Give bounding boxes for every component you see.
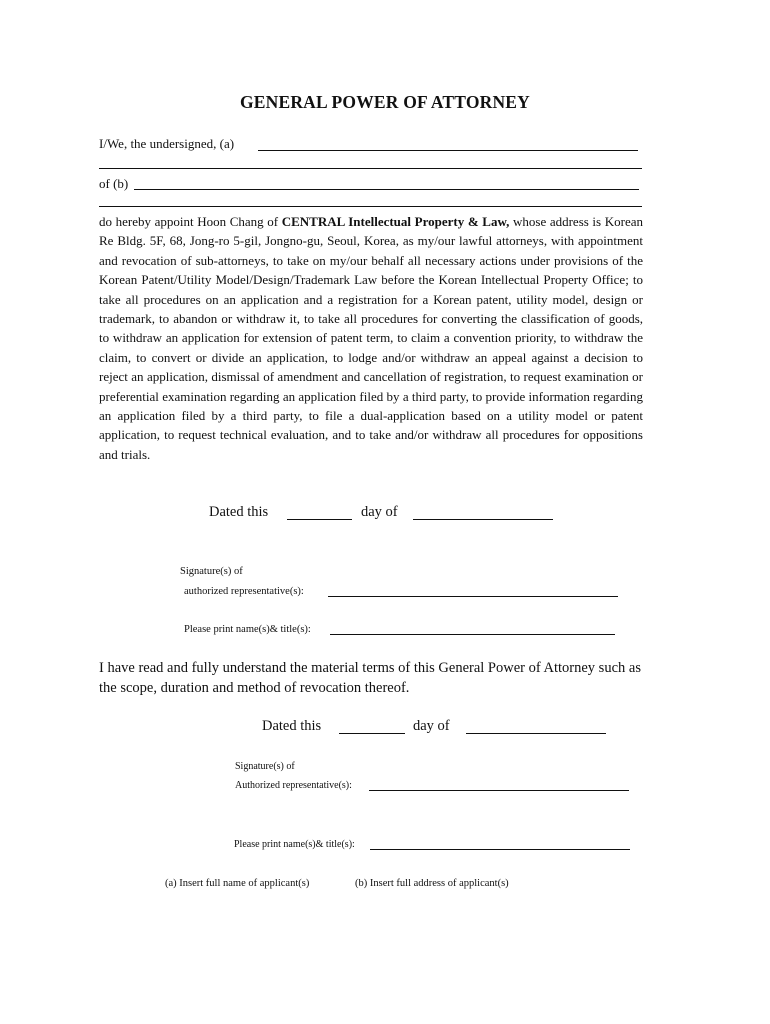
address-field-continued[interactable] <box>99 206 642 207</box>
dated-this-label: Dated this <box>209 504 269 520</box>
signature-label-2: Signature(s) of <box>235 761 295 772</box>
of-label: of (b) <box>99 176 129 191</box>
address-field[interactable] <box>134 189 639 190</box>
signature-field-2[interactable] <box>369 790 629 791</box>
appointment-paragraph <box>99 212 643 464</box>
acknowledgement-text: I have read and fully understand the material terms of this General Power of Attorney such as the scope, duration and method of revocation thereof. <box>99 660 641 696</box>
firm-name: CENTRAL Intellectual Property & Law, <box>281 214 510 229</box>
signature-label: Signature(s) of <box>180 566 243 577</box>
print-name-title-field-2[interactable] <box>370 849 630 850</box>
appointment-body: whose address is Korean Re Bldg. 5F, 68, Jong-ro 5-gil, Jongno-gu, Seoul, Korea, as my/our lawful attorneys, with appointment and revocation of sub-attorneys, to take on my/our behalf all necessary actions under provisions of the Korean Patent/Utility Model/Design/Trademark Law before the Korean Intellectual Property Office; to take all procedures on an application and a registration for a Korean patent, utility model, design or trademark, to abandon or withdraw it, to take all procedures for converting the classification of goods, to withdraw an application for extension of patent term, to claim a convention priority, to withdraw the claim, to convert or divide an application, to lodge and/or withdraw an appeal against a decision to reject an application, dismissal of amendment and cancellation of registration, to request examination or preferential examination regarding an application filed by a third party, to provide information regarding an application filed by a third party, to file a dual-application based on a utility model or patent application, to request technical evaluation, and to take and/or withdraw all procedures for oppositions and trials. <box>99 214 643 462</box>
footnote-b: (b) Insert full address of applicant(s) <box>355 878 509 889</box>
print-name-title-field[interactable] <box>330 634 615 635</box>
document-title: GENERAL POWER OF ATTORNEY <box>239 92 531 112</box>
authorized-representative-label: authorized representative(s): <box>184 586 304 597</box>
dated-day-field-2[interactable] <box>339 733 405 734</box>
signature-field[interactable] <box>328 596 618 597</box>
day-of-label: day of <box>361 504 398 520</box>
appointment-intro: do hereby appoint Hoon Chang of <box>99 214 282 229</box>
print-name-title-label: Please print name(s)& title(s): <box>184 624 311 635</box>
dated-this-label-2: Dated this <box>262 718 322 734</box>
undersigned-name-field[interactable] <box>258 150 638 151</box>
authorized-representative-label-2: Authorized representative(s): <box>235 780 352 791</box>
undersigned-label: I/We, the undersigned, (a) <box>99 136 235 151</box>
day-of-label-2: day of <box>413 718 450 734</box>
print-name-title-label-2: Please print name(s)& title(s): <box>234 839 355 850</box>
dated-month-field[interactable] <box>413 519 553 520</box>
footnote-a: (a) Insert full name of applicant(s) <box>165 878 310 889</box>
dated-month-field-2[interactable] <box>466 733 606 734</box>
dated-day-field[interactable] <box>287 519 352 520</box>
undersigned-name-field-continued[interactable] <box>99 168 642 169</box>
